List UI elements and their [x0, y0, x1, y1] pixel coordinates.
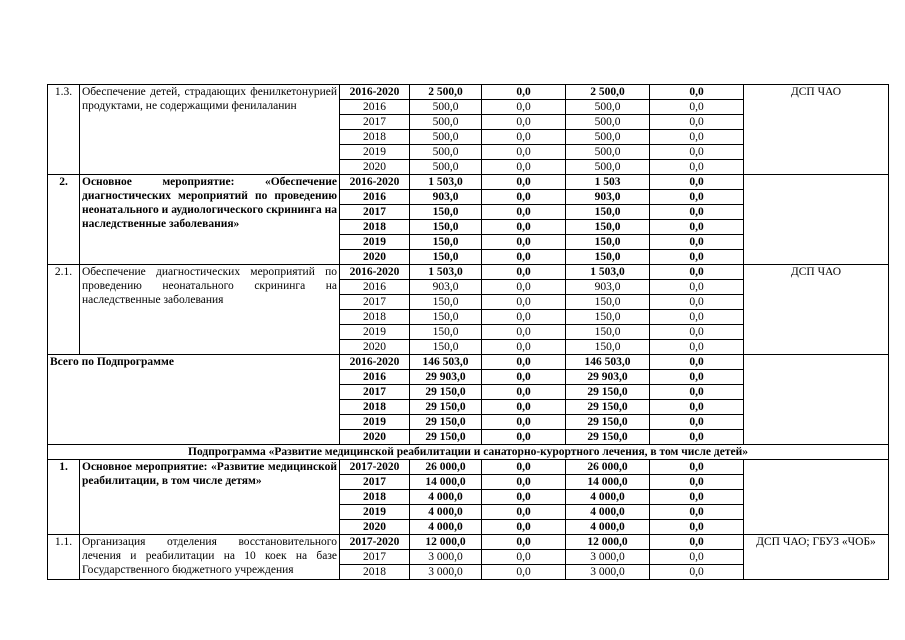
other-cell: 0,0	[650, 175, 744, 190]
other-cell: 0,0	[650, 415, 744, 430]
total-cell: 3 000,0	[410, 550, 482, 565]
total-cell: 29 150,0	[410, 385, 482, 400]
federal-cell: 0,0	[482, 535, 566, 550]
other-cell: 0,0	[650, 115, 744, 130]
other-cell: 0,0	[650, 220, 744, 235]
regional-cell: 29 150,0	[566, 415, 650, 430]
federal-cell: 0,0	[482, 265, 566, 280]
regional-cell: 2 500,0	[566, 85, 650, 100]
other-cell: 0,0	[650, 295, 744, 310]
federal-cell: 0,0	[482, 475, 566, 490]
regional-cell: 150,0	[566, 310, 650, 325]
total-cell: 14 000,0	[410, 475, 482, 490]
year-cell: 2018	[340, 490, 410, 505]
year-cell: 2018	[340, 310, 410, 325]
regional-cell: 500,0	[566, 130, 650, 145]
other-cell: 0,0	[650, 325, 744, 340]
other-cell: 0,0	[650, 310, 744, 325]
year-cell: 2018	[340, 565, 410, 580]
total-cell: 150,0	[410, 220, 482, 235]
year-cell: 2019	[340, 505, 410, 520]
other-cell: 0,0	[650, 505, 744, 520]
regional-cell: 12 000,0	[566, 535, 650, 550]
regional-cell: 150,0	[566, 205, 650, 220]
year-cell: 2019	[340, 235, 410, 250]
regional-cell: 29 150,0	[566, 400, 650, 415]
year-cell: 2016-2020	[340, 175, 410, 190]
total-cell: 150,0	[410, 295, 482, 310]
federal-cell: 0,0	[482, 85, 566, 100]
other-cell: 0,0	[650, 520, 744, 535]
regional-cell: 150,0	[566, 325, 650, 340]
regional-cell: 500,0	[566, 160, 650, 175]
total-cell: 1 503,0	[410, 265, 482, 280]
federal-cell: 0,0	[482, 550, 566, 565]
budget-table	[47, 84, 889, 580]
federal-cell: 0,0	[482, 145, 566, 160]
other-cell: 0,0	[650, 145, 744, 160]
regional-cell: 150,0	[566, 295, 650, 310]
regional-cell: 4 000,0	[566, 520, 650, 535]
regional-cell: 500,0	[566, 100, 650, 115]
total-cell: 500,0	[410, 115, 482, 130]
other-cell: 0,0	[650, 385, 744, 400]
federal-cell: 0,0	[482, 340, 566, 355]
other-cell: 0,0	[650, 190, 744, 205]
other-cell: 0,0	[650, 460, 744, 475]
item-description: Обеспечение детей, страдающих фенилкетонурией продуктами, не содержащими фенилаланин	[80, 85, 340, 175]
total-cell: 903,0	[410, 190, 482, 205]
regional-cell: 500,0	[566, 145, 650, 160]
total-cell: 500,0	[410, 160, 482, 175]
item-number: 2.1.	[48, 265, 80, 355]
item-number: 1.	[48, 460, 80, 535]
regional-cell: 1 503,0	[566, 265, 650, 280]
federal-cell: 0,0	[482, 100, 566, 115]
total-cell: 150,0	[410, 250, 482, 265]
item-number: 1.3.	[48, 85, 80, 175]
regional-cell: 29 903,0	[566, 370, 650, 385]
other-cell: 0,0	[650, 280, 744, 295]
regional-cell: 26 000,0	[566, 460, 650, 475]
other-cell: 0,0	[650, 160, 744, 175]
year-cell: 2019	[340, 415, 410, 430]
federal-cell: 0,0	[482, 220, 566, 235]
federal-cell: 0,0	[482, 460, 566, 475]
other-cell: 0,0	[650, 400, 744, 415]
federal-cell: 0,0	[482, 430, 566, 445]
other-cell: 0,0	[650, 355, 744, 370]
regional-cell: 903,0	[566, 280, 650, 295]
item-number: 2.	[48, 175, 80, 265]
other-cell: 0,0	[650, 535, 744, 550]
other-cell: 0,0	[650, 550, 744, 565]
total-row	[48, 355, 889, 370]
federal-cell: 0,0	[482, 280, 566, 295]
year-cell: 2017	[340, 295, 410, 310]
table-row	[48, 85, 889, 100]
year-cell: 2020	[340, 340, 410, 355]
responsible-cell	[744, 175, 889, 265]
total-cell: 12 000,0	[410, 535, 482, 550]
regional-cell: 150,0	[566, 220, 650, 235]
other-cell: 0,0	[650, 130, 744, 145]
year-cell: 2016-2020	[340, 355, 410, 370]
federal-cell: 0,0	[482, 115, 566, 130]
item-description: Основное мероприятие: «Развитие медицинской реабилитации, в том числе детям»	[80, 460, 340, 535]
regional-cell: 150,0	[566, 340, 650, 355]
federal-cell: 0,0	[482, 175, 566, 190]
year-cell: 2016-2020	[340, 265, 410, 280]
year-cell: 2017	[340, 550, 410, 565]
regional-cell: 4 000,0	[566, 490, 650, 505]
total-cell: 29 150,0	[410, 415, 482, 430]
federal-cell: 0,0	[482, 385, 566, 400]
responsible-cell	[744, 460, 889, 535]
regional-cell: 14 000,0	[566, 475, 650, 490]
total-cell: 4 000,0	[410, 490, 482, 505]
federal-cell: 0,0	[482, 370, 566, 385]
regional-cell: 29 150,0	[566, 430, 650, 445]
section-row	[48, 445, 889, 460]
regional-cell: 146 503,0	[566, 355, 650, 370]
other-cell: 0,0	[650, 370, 744, 385]
federal-cell: 0,0	[482, 235, 566, 250]
other-cell: 0,0	[650, 265, 744, 280]
subprogram-total-label: Всего по Подпрограмме	[48, 355, 340, 445]
total-cell: 4 000,0	[410, 520, 482, 535]
responsible-cell: ДСП ЧАО	[744, 85, 889, 175]
total-cell: 150,0	[410, 325, 482, 340]
item-description: Организация отделения восстановительного лечения и реабилитации на 10 коек на базе Государственного бюджетного учреждения	[80, 535, 340, 580]
year-cell: 2020	[340, 160, 410, 175]
other-cell: 0,0	[650, 85, 744, 100]
federal-cell: 0,0	[482, 250, 566, 265]
year-cell: 2016-2020	[340, 85, 410, 100]
total-cell: 29 150,0	[410, 430, 482, 445]
federal-cell: 0,0	[482, 295, 566, 310]
federal-cell: 0,0	[482, 505, 566, 520]
regional-cell: 150,0	[566, 250, 650, 265]
regional-cell: 3 000,0	[566, 565, 650, 580]
year-cell: 2018	[340, 130, 410, 145]
year-cell: 2017	[340, 115, 410, 130]
year-cell: 2016	[340, 370, 410, 385]
other-cell: 0,0	[650, 340, 744, 355]
other-cell: 0,0	[650, 490, 744, 505]
regional-cell: 150,0	[566, 235, 650, 250]
total-cell: 500,0	[410, 100, 482, 115]
year-cell: 2017-2020	[340, 460, 410, 475]
other-cell: 0,0	[650, 565, 744, 580]
regional-cell: 3 000,0	[566, 550, 650, 565]
year-cell: 2016	[340, 280, 410, 295]
regional-cell: 903,0	[566, 190, 650, 205]
responsible-cell	[744, 355, 889, 445]
total-cell: 150,0	[410, 235, 482, 250]
total-cell: 500,0	[410, 130, 482, 145]
year-cell: 2020	[340, 250, 410, 265]
year-cell: 2017	[340, 475, 410, 490]
total-cell: 500,0	[410, 145, 482, 160]
total-cell: 903,0	[410, 280, 482, 295]
year-cell: 2016	[340, 100, 410, 115]
regional-cell: 4 000,0	[566, 505, 650, 520]
other-cell: 0,0	[650, 430, 744, 445]
federal-cell: 0,0	[482, 400, 566, 415]
other-cell: 0,0	[650, 250, 744, 265]
regional-cell: 500,0	[566, 115, 650, 130]
federal-cell: 0,0	[482, 490, 566, 505]
regional-cell: 29 150,0	[566, 385, 650, 400]
total-cell: 2 500,0	[410, 85, 482, 100]
table-row	[48, 265, 889, 280]
total-cell: 150,0	[410, 340, 482, 355]
total-cell: 29 150,0	[410, 400, 482, 415]
item-description: Основное мероприятие: «Обеспечение диагностических мероприятий по проведению неонатального и аудиологического скрининга на наследственные заболевания»	[80, 175, 340, 265]
year-cell: 2018	[340, 400, 410, 415]
table-row	[48, 460, 889, 475]
year-cell: 2017	[340, 205, 410, 220]
table-row	[48, 535, 889, 550]
section-title: Подпрограмма «Развитие медицинской реабилитации и санаторно-курортного лечения, в том числе детей»	[48, 445, 889, 460]
total-cell: 150,0	[410, 310, 482, 325]
federal-cell: 0,0	[482, 415, 566, 430]
federal-cell: 0,0	[482, 160, 566, 175]
year-cell: 2017	[340, 385, 410, 400]
other-cell: 0,0	[650, 100, 744, 115]
year-cell: 2017-2020	[340, 535, 410, 550]
federal-cell: 0,0	[482, 355, 566, 370]
total-cell: 150,0	[410, 205, 482, 220]
other-cell: 0,0	[650, 205, 744, 220]
table-row	[48, 175, 889, 190]
year-cell: 2019	[340, 145, 410, 160]
other-cell: 0,0	[650, 475, 744, 490]
other-cell: 0,0	[650, 235, 744, 250]
year-cell: 2020	[340, 430, 410, 445]
total-cell: 29 903,0	[410, 370, 482, 385]
federal-cell: 0,0	[482, 520, 566, 535]
responsible-cell: ДСП ЧАО; ГБУЗ «ЧОБ»	[744, 535, 889, 580]
federal-cell: 0,0	[482, 130, 566, 145]
year-cell: 2016	[340, 190, 410, 205]
item-number: 1.1.	[48, 535, 80, 580]
federal-cell: 0,0	[482, 190, 566, 205]
total-cell: 3 000,0	[410, 565, 482, 580]
total-cell: 26 000,0	[410, 460, 482, 475]
total-cell: 4 000,0	[410, 505, 482, 520]
item-description: Обеспечение диагностических мероприятий по проведению неонатального скрининга на наследственные заболевания	[80, 265, 340, 355]
responsible-cell: ДСП ЧАО	[744, 265, 889, 355]
total-cell: 1 503,0	[410, 175, 482, 190]
federal-cell: 0,0	[482, 325, 566, 340]
federal-cell: 0,0	[482, 310, 566, 325]
total-cell: 146 503,0	[410, 355, 482, 370]
year-cell: 2018	[340, 220, 410, 235]
year-cell: 2020	[340, 520, 410, 535]
federal-cell: 0,0	[482, 565, 566, 580]
year-cell: 2019	[340, 325, 410, 340]
regional-cell: 1 503	[566, 175, 650, 190]
federal-cell: 0,0	[482, 205, 566, 220]
